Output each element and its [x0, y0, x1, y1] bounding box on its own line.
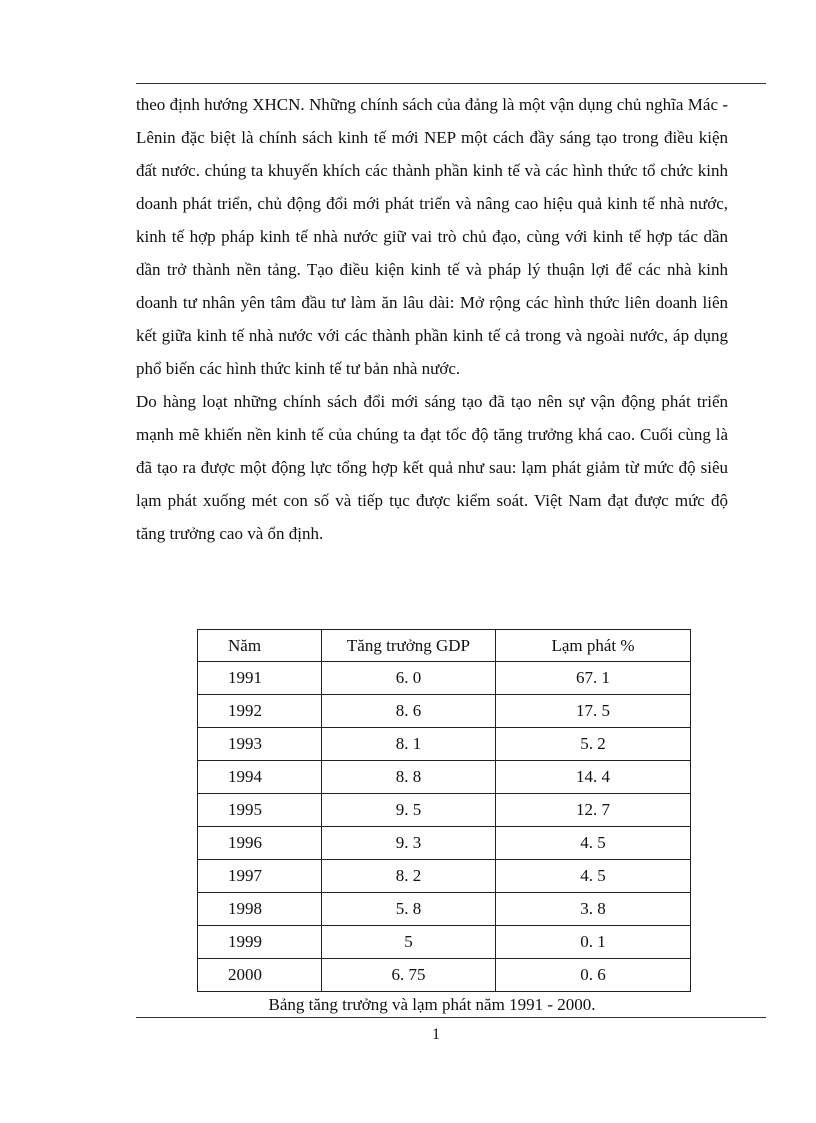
- table-row: [198, 761, 691, 794]
- cell-year: 1992: [198, 695, 322, 728]
- table-row: [198, 860, 691, 893]
- header-rule: [136, 83, 766, 84]
- table-header-row: [198, 630, 691, 662]
- cell-inflation: 4. 5: [495, 827, 690, 860]
- table-row: [198, 728, 691, 761]
- header-inflation: Lạm phát %: [495, 630, 690, 662]
- cell-year: 1993: [198, 728, 322, 761]
- body-text: [136, 88, 728, 550]
- cell-inflation: 67. 1: [495, 662, 690, 695]
- gdp-inflation-table: [197, 629, 691, 992]
- cell-gdp: 5. 8: [321, 893, 495, 926]
- table-row: [198, 926, 691, 959]
- cell-inflation: 5. 2: [495, 728, 690, 761]
- table-row: [198, 695, 691, 728]
- cell-year: 1996: [198, 827, 322, 860]
- cell-year: 1991: [198, 662, 322, 695]
- cell-year: 1998: [198, 893, 322, 926]
- table-row: [198, 662, 691, 695]
- cell-gdp: 8. 2: [321, 860, 495, 893]
- table-caption: Bảng tăng trưởng và lạm phát năm 1991 - 2000.: [268, 995, 596, 1014]
- cell-year: 1995: [198, 794, 322, 827]
- paragraph-1: theo định hướng XHCN. Những chính sách của đảng là một vận dụng chủ nghĩa Mác - Lênin đặc biệt là chính sách kinh tế mới NEP một cách đầy sáng tạo trong điều kiện đất nước. chúng ta khuyến khích các thành phần kinh tế và các hình thức tổ chức kinh doanh phát triển, chủ động đổi mới phát triển và nâng cao hiệu quả kinh tế nhà nước, kinh tế hợp pháp kinh tế nhà nước giữ vai trò chủ đạo, cùng với kinh tế hợp tác dần dần trở thành nền tảng. Tạo điều kiện kinh tế và pháp lý thuận lợi để các nhà kinh doanh tư nhân yên tâm đầu tư làm ăn lâu dài: Mở rộng các hình thức liên doanh liên kết giữa kinh tế nhà nước với các thành phần kinh tế cả trong và ngoài nước, áp dụng phổ biến các hình thức kinh tế tư bản nhà nước.: [136, 95, 728, 378]
- table-row: [198, 794, 691, 827]
- cell-inflation: 17. 5: [495, 695, 690, 728]
- cell-inflation: 4. 5: [495, 860, 690, 893]
- cell-inflation: 3. 8: [495, 893, 690, 926]
- cell-inflation: 0. 1: [495, 926, 690, 959]
- cell-inflation: 0. 6: [495, 959, 690, 992]
- cell-gdp: 8. 1: [321, 728, 495, 761]
- table-row: [198, 959, 691, 992]
- cell-gdp: 6. 75: [321, 959, 495, 992]
- cell-gdp: 9. 5: [321, 794, 495, 827]
- cell-year: 2000: [198, 959, 322, 992]
- cell-year: 1994: [198, 761, 322, 794]
- cell-gdp: 8. 8: [321, 761, 495, 794]
- footer-rule: [136, 1017, 766, 1018]
- cell-gdp: 8. 6: [321, 695, 495, 728]
- cell-inflation: 12. 7: [495, 794, 690, 827]
- cell-year: 1997: [198, 860, 322, 893]
- page-number: 1: [432, 1026, 440, 1043]
- table-row: [198, 893, 691, 926]
- table-row: [198, 827, 691, 860]
- paragraph-2: Do hàng loạt những chính sách đổi mới sáng tạo đã tạo nên sự vận động phát triển mạnh mẽ khiến nền kinh tế của chúng ta đạt tốc độ tăng trưởng khá cao. Cuối cùng là đã tạo ra được một động lực tổng hợp kết quả như sau: lạm phát giảm từ mức độ siêu lạm phát xuống mét con số và tiếp tục được kiểm soát. Việt Nam đạt được mức độ tăng trưởng cao và ổn định.: [136, 392, 728, 543]
- cell-inflation: 14. 4: [495, 761, 690, 794]
- cell-year: 1999: [198, 926, 322, 959]
- cell-gdp: 5: [321, 926, 495, 959]
- cell-gdp: 6. 0: [321, 662, 495, 695]
- header-year: Năm: [198, 630, 322, 662]
- header-gdp: Tăng trưởng GDP: [321, 630, 495, 662]
- cell-gdp: 9. 3: [321, 827, 495, 860]
